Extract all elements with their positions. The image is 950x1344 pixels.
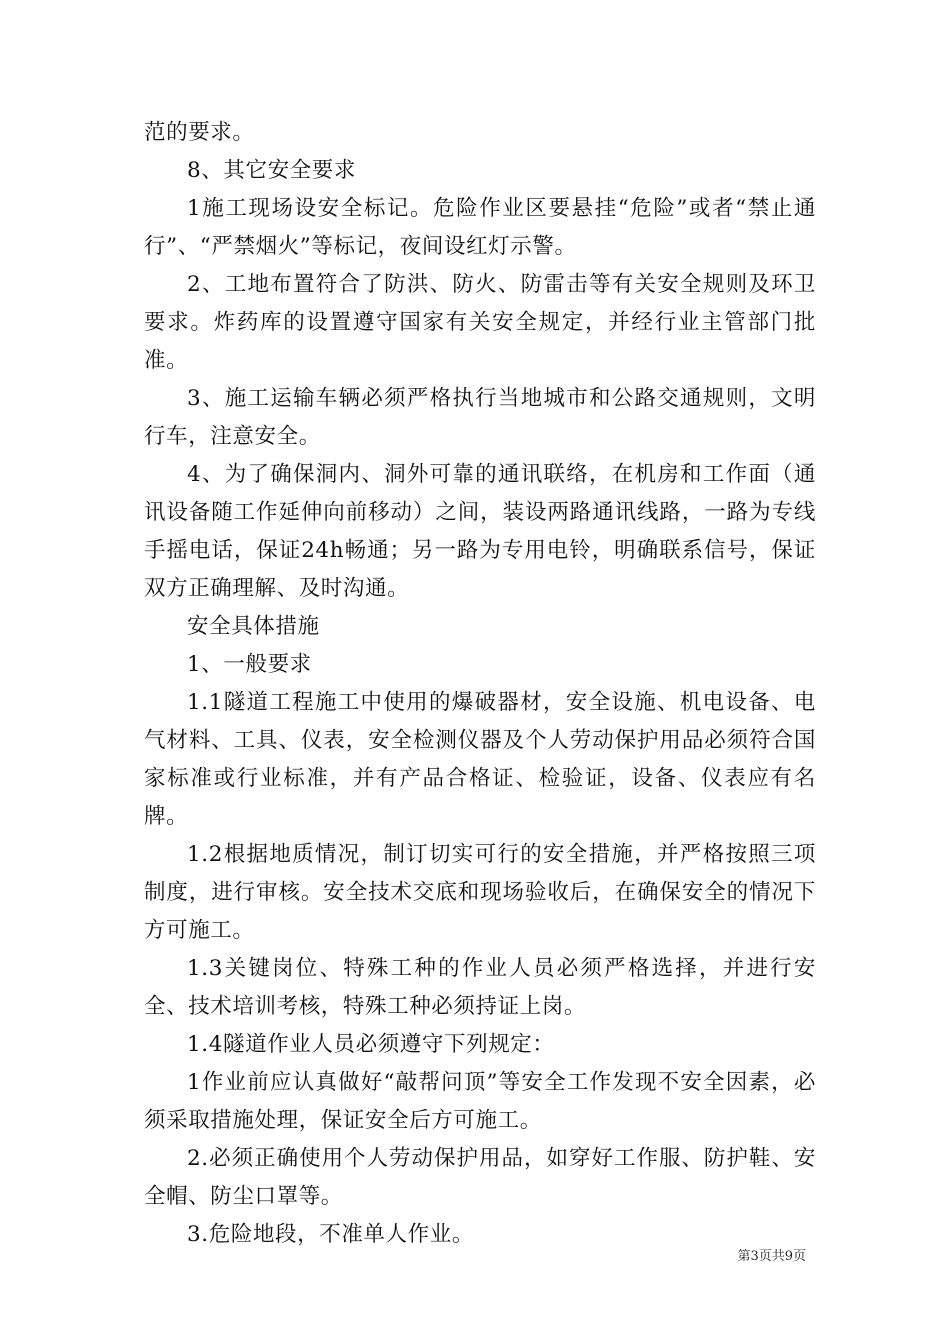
subsection-heading: 1、一般要求 <box>187 652 312 677</box>
paragraph-3: 1施工现场设安全标记。危险作业区要悬挂“危险”或者“禁止通行”、“严禁烟火”等标记，夜间设红灯示警。 <box>144 196 816 259</box>
paragraph-9: 1.1隧道工程施工中使用的爆破器材，安全设施、机电设备、电气材料、工具、仪表，安全检测仪器及个人劳动保护用品必须符合国家标准或行业标准，并有产品合格证、检验证，设备、仪表应有名牌。 <box>144 690 816 829</box>
paragraph-2: 8、其它安全要求 <box>187 158 356 183</box>
document-body <box>144 114 816 1254</box>
paragraph-1: 范的要求。 <box>144 120 255 145</box>
paragraph-15: 3.危险地段，不准单人作业。 <box>187 1222 474 1247</box>
paragraph-14: 2.必须正确使用个人劳动保护用品，如穿好工作服、防护鞋、安全帽、防尘口罩等。 <box>144 1146 816 1209</box>
paragraph-4: 2、工地布置符合了防洪、防火、防雷击等有关安全规则及环卫要求。炸药库的设置遵守国家有关安全规定，并经行业主管部门批准。 <box>144 272 816 373</box>
paragraph-11: 1.3关键岗位、特殊工种的作业人员必须严格选择，并进行安全、技术培训考核，特殊工种必须持证上岗。 <box>144 956 816 1019</box>
paragraph-10: 1.2根据地质情况，制订切实可行的安全措施，并严格按照三项制度，进行审核。安全技术交底和现场验收后，在确保安全的情况下方可施工。 <box>144 842 816 943</box>
section-heading: 安全具体措施 <box>187 614 320 639</box>
paragraph-5: 3、施工运输车辆必须严格执行当地城市和公路交通规则，文明行车，注意安全。 <box>144 386 816 449</box>
paragraph-12: 1.4隧道作业人员必须遵守下列规定： <box>187 1032 555 1057</box>
page-number: 第3页共9页 <box>737 1249 806 1264</box>
paragraph-13: 1作业前应认真做好“敲帮问顶”等安全工作发现不安全因素，必须采取措施处理，保证安全后方可施工。 <box>144 1070 816 1133</box>
paragraph-6: 4、为了确保洞内、洞外可靠的通讯联络，在机房和工作面（通讯设备随工作延伸向前移动）之间，装设两路通讯线路，一路为专线手摇电话，保证24h畅通；另一路为专用电铃，明确联系信号，保证双方正确理解、及时沟通。 <box>144 462 816 601</box>
